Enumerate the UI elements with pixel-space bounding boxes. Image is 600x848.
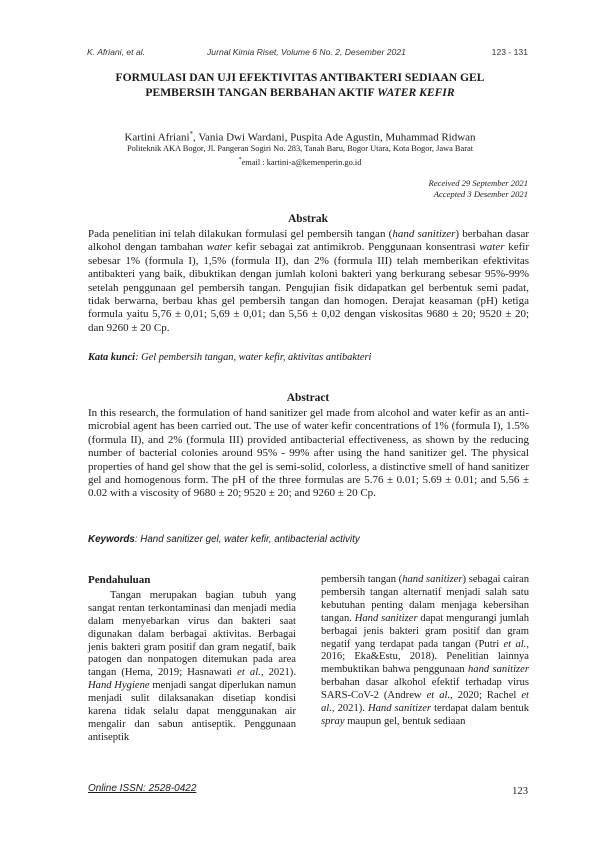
other-authors: , Vania Dwi Wardani, Puspita Ade Agustin, Muhammad Ridwan — [193, 131, 476, 144]
right-text-b: dapat mengurangi jumlah berbagai jenis bakteri gram positif dan gram negatif yang terdapat pada tangan (Putri — [321, 612, 529, 650]
right-text-c3: , 2021). — [331, 703, 368, 715]
received-date: Received 29 September 2021 — [428, 178, 528, 188]
abstract-body: In this research, the formulation of hand sanitizer gel made from alcohol and water kefir as an anti-microbial agent has been carried out. The use of water kefir concentrations of 1% (formula I), 1.5% (formula II), and 2% (formula III) provided antibacterial effectiveness, as shown by the reducing number of bacterial colonies around 95% - 99% after using the hand sanitizer gel. The physical properties of hand gel show that the gel is semi-solid, colorless, a distinctive smell of hand sanitizer gel and homogenous form. The pH of the three formulas are 5.76 ± 0.01; 5.69 ± 0.01; and 5.56 ± 0.02 with a viscosity of 9680 ± 20; 9520 ± 20; and 9260 ± 20 Cp. — [88, 407, 529, 500]
left-text-a: Tangan merupakan bagian tubuh yang sangat rentan terkontaminasi dan menjadi media dalam menyebarkan virus dan bakteri saat digunakan dalam berbagai aktivitas. Berbagai jenis bakteri gram positif dan gram negatif, baik patogen dan nonpatogen ditemukan pada area tangan (Hema, 2019; Hasnawati — [88, 589, 296, 679]
corresponding-mark: * — [189, 130, 194, 138]
email-mark: * — [238, 157, 242, 163]
abstrak-italic-1: hand sanitizer — [392, 228, 456, 240]
title-line-2 — [60, 85, 540, 100]
first-author: Kartini Afriani — [124, 131, 190, 144]
left-text-a2: , 2021). — [260, 667, 296, 679]
abstract-heading: Abstract — [286, 392, 330, 404]
keywords — [88, 534, 529, 545]
page-number: 123 — [512, 786, 528, 797]
pendahuluan-paragraph-1 — [88, 590, 296, 745]
abstrak-text-2: ) berbahan dasar alkohol dengan tambahan — [88, 228, 529, 254]
pendahuluan-paragraph-1-cont — [321, 574, 529, 729]
right-text-c2: , 2020; Rachel — [450, 690, 522, 702]
abstrak-italic-3: water — [479, 241, 505, 254]
abstrak-text-1: Pada penelitian ini telah dilakukan formulasi gel pembersih tangan ( — [88, 228, 393, 240]
right-text-b2: , 2016; Eka&Estu, 2018). Penelitian lainnya membuktikan bahwa penggunaan — [321, 638, 529, 676]
abstrak-text-3: kefir sebagai zat antimikrob. Penggunaan konsentrasi — [231, 241, 480, 254]
footer-issn: Online ISSN: 2528-0422 — [88, 783, 197, 794]
header-pages: 123 - 131 — [491, 47, 528, 57]
right-text-d2: maupun gel, bentuk sediaan — [344, 715, 466, 727]
pendahuluan-heading: Pendahuluan — [88, 574, 151, 586]
right-italic-c3: et al. — [321, 690, 530, 715]
right-italic-b: Hand sanitizer — [354, 612, 418, 624]
header-authors: K. Afriani, et al. — [87, 47, 145, 57]
kata-kunci — [88, 352, 529, 363]
right-italic-c2: et al. — [426, 690, 451, 702]
right-italic-c: hand sanitizer — [468, 664, 529, 676]
right-italic-a: hand sanitizer — [402, 574, 463, 585]
right-text-c: berbahan dasar alkohol efektif terhadap virus SARS-CoV-2 (Andrew — [321, 677, 529, 702]
kata-kunci-label: Kata kunci — [88, 352, 136, 363]
abstrak-heading: Abstrak — [288, 213, 328, 225]
right-column — [321, 574, 529, 729]
author-email — [60, 155, 540, 168]
abstrak-text-4: kefir sebesar 1% (formula I), 1,5% (formula II), dan 2% (formula III) telah memberikan efektivitas antibakteri yang baik, dibuktikan dengan jumlah koloni bakteri yang berkurang sebesar 95%-99% setelah penggunaan gel pembersih tangan. Pengujian fisik didapatkan gel berbentuk semi padat, tidak berwarna, berbau khas gel pembersih tangan dan homogen. Derajat keasaman (pH) ketiga formula yaitu 5,76 ± 0,01; 5,69 ± 0,01; dan 5,56 ± 0,02 dengan viskositas 9680 ± 20; 9520 ± 20; dan 9260 ± 20 Cp. — [88, 241, 529, 334]
title-line-1: FORMULASI DAN UJI EFEKTIVITAS ANTIBAKTERI SEDIAAN GEL — [115, 71, 485, 84]
affiliation: Politeknik AKA Bogor, Jl. Pangeran Sogiri No. 283, Tanah Baru, Bogor Utara, Kota Bogor, Jawa Barat — [126, 144, 474, 153]
kata-kunci-text: : Gel pembersih tangan, water kefir, aktivitas antibakteri — [135, 352, 372, 363]
title-line-2-text: PEMBERSIH TANGAN BERBAHAN AKTIF — [145, 86, 378, 99]
left-column — [88, 574, 296, 745]
right-italic-d2: spray — [321, 715, 345, 727]
email-text: email : kartini-a@kemenperin.go.id — [241, 157, 362, 167]
keywords-label: Keywords — [88, 534, 135, 545]
right-text-a: pembersih tangan ( — [321, 574, 403, 585]
author-list — [60, 127, 540, 145]
right-text-d: terdapat dalam bentuk — [431, 703, 530, 715]
left-italic-a: et al. — [237, 667, 261, 679]
keywords-text: : Hand sanitizer gel, water kefir, antibacterial activity — [134, 534, 360, 545]
left-italic-b: Hand Hygiene — [88, 680, 150, 692]
left-text-b: menjadi sangat diperlukan namun menjadi sulit dilaksanakan disetiap kondisi karena tidak selalu dapat menggunakan air mengalir dan sabun antiseptik. Penggunaan antiseptik — [88, 680, 297, 743]
header-journal: Jurnal Kimia Riset, Volume 6 No. 2, Desember 2021 — [207, 47, 406, 57]
right-italic-b2: et al. — [503, 638, 527, 650]
abstrak-italic-2: water — [206, 241, 232, 254]
title-line-2-italic: WATER KEFIR — [377, 86, 455, 99]
submission-dates — [228, 178, 528, 200]
right-text-a2: ) sebagai cairan pembersih tangan alternatif menjadi salah satu kebutuhan penting dalam menjaga kebersihan tangan. — [321, 574, 530, 624]
abstrak-body — [88, 228, 529, 335]
accepted-date: Accepted 3 Desember 2021 — [433, 189, 528, 199]
paper-title — [60, 70, 540, 100]
right-italic-d: Hand sanitizer — [367, 703, 432, 715]
